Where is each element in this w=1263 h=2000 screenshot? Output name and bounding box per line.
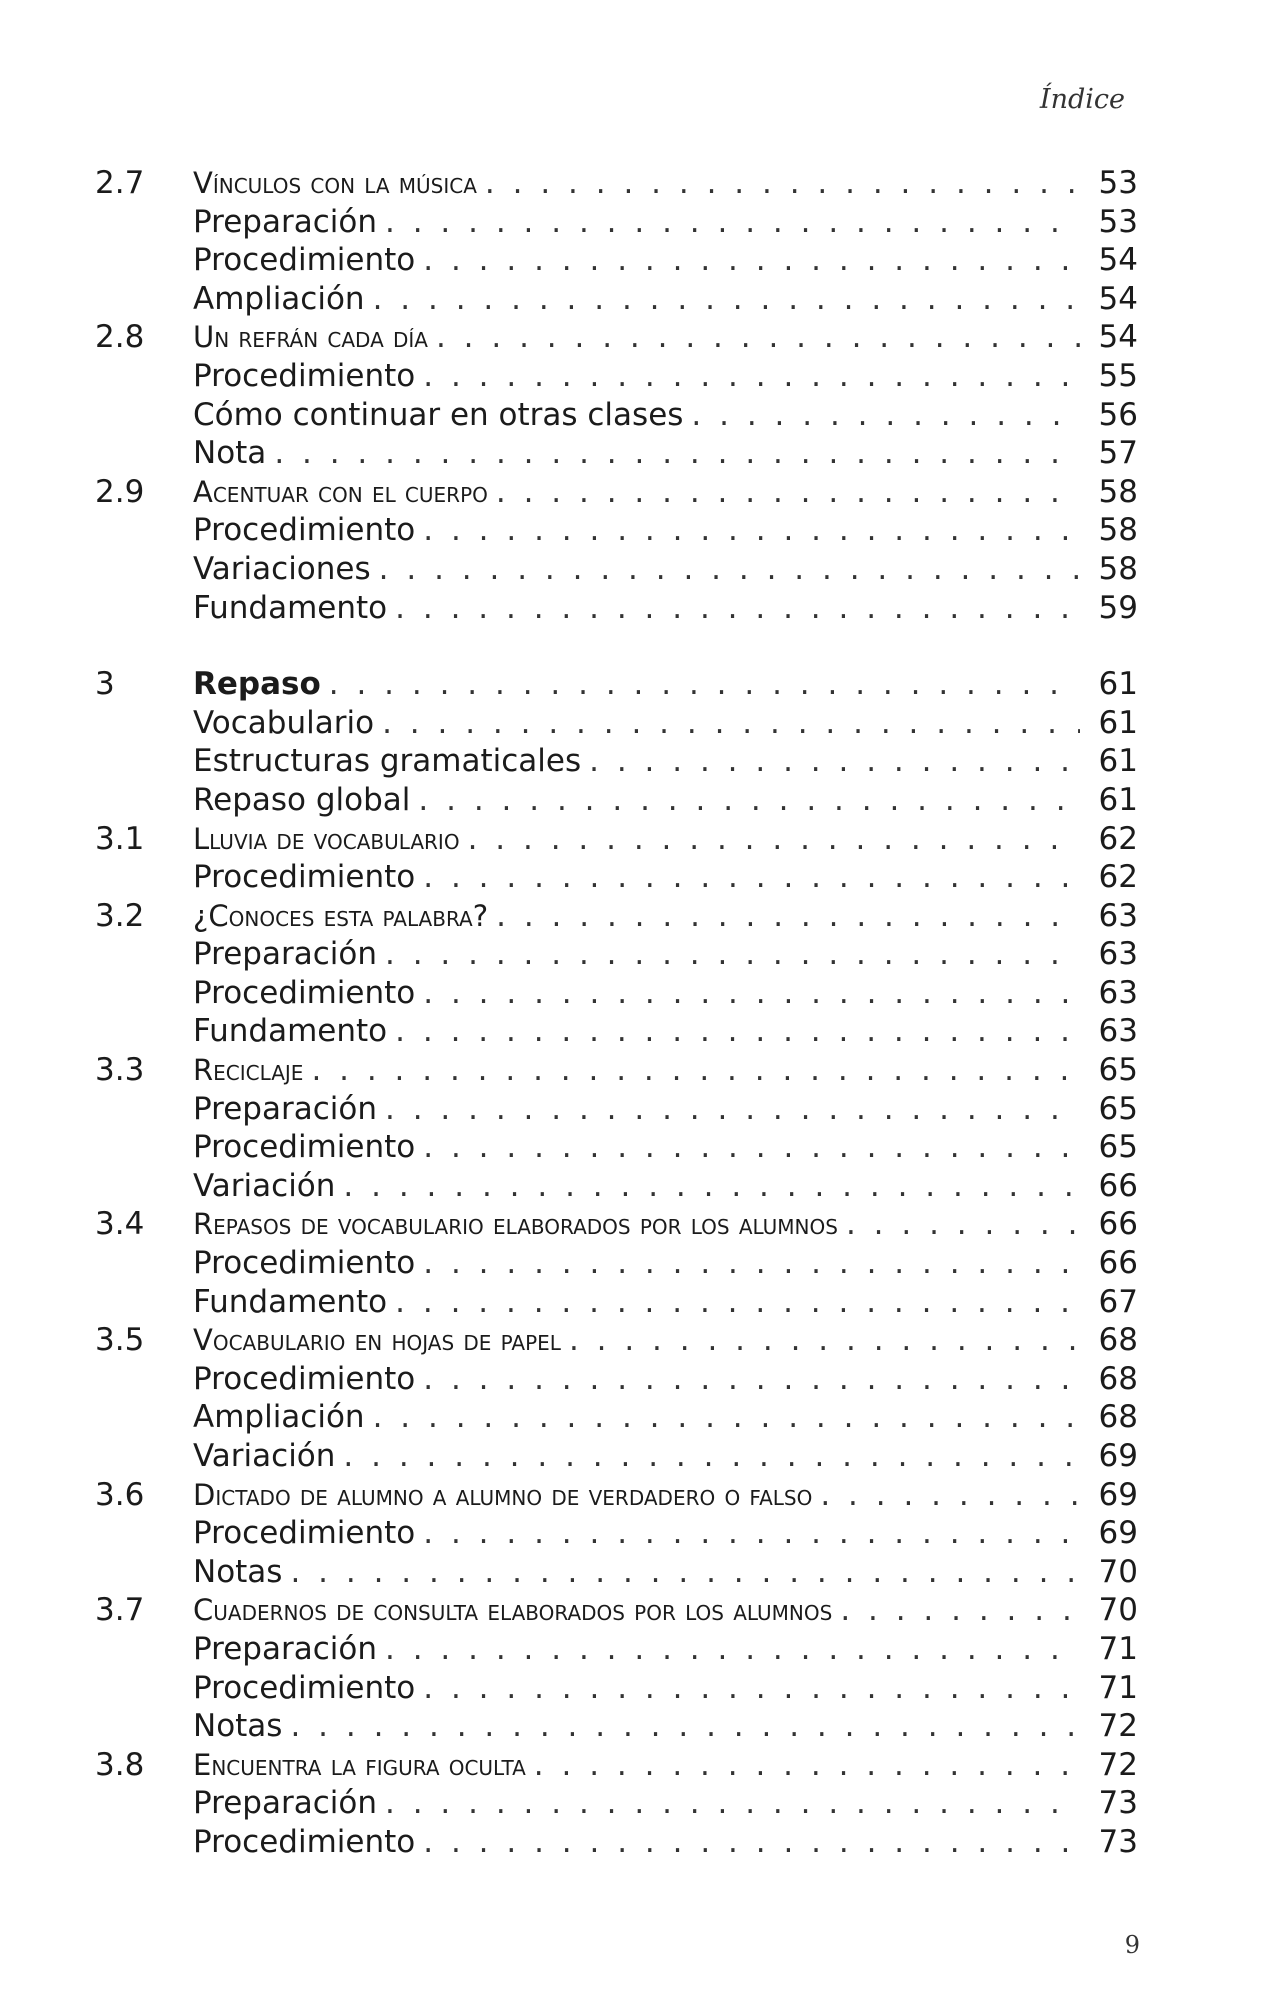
dot-leader [423, 974, 1080, 1013]
dot-leader [423, 858, 1080, 897]
toc-page-ref: 53 [1098, 165, 1138, 201]
toc-page-ref: 65 [1098, 1052, 1138, 1089]
dot-leader [290, 1707, 1080, 1746]
dot-leader [423, 1669, 1080, 1708]
toc-page-ref: 71 [1098, 1630, 1138, 1667]
toc-page-ref: 67 [1098, 1283, 1138, 1320]
toc-section-number: 2.8 [95, 319, 145, 356]
toc-page-ref: 69 [1098, 1438, 1138, 1474]
toc-page-ref: 56 [1098, 396, 1138, 433]
toc-entry-title: Procedimiento [193, 357, 416, 394]
dot-leader [423, 241, 1080, 280]
dot-leader [423, 1128, 1080, 1167]
toc-entry-title: Reciclaje [193, 1053, 304, 1088]
toc-section-row [95, 1746, 1138, 1785]
toc-section-row [95, 1321, 1138, 1360]
toc-entry-title: Estructuras gramaticales [193, 743, 582, 780]
toc-subentry-row [95, 1437, 1138, 1476]
dot-leader [423, 1823, 1080, 1862]
dot-leader [691, 396, 1080, 435]
dot-leader [395, 1012, 1080, 1051]
toc-subentry-row [95, 1514, 1138, 1553]
dot-leader [385, 203, 1080, 242]
toc-page-ref: 65 [1098, 1090, 1138, 1127]
toc-page-ref: 68 [1098, 1360, 1138, 1397]
toc-entry-title: Procedimiento [193, 1823, 416, 1860]
dot-leader [395, 1283, 1080, 1322]
dot-leader [382, 704, 1080, 743]
toc-entry-title: Variación [193, 1438, 336, 1474]
toc-entry-title: Lluvia de vocabulario [193, 821, 460, 856]
toc-page-ref: 72 [1098, 1746, 1138, 1783]
toc-entry-title: Vocabulario en hojas de papel [193, 1323, 561, 1358]
toc-section-number: 3.8 [95, 1746, 145, 1783]
toc-entry-title: Procedimiento [193, 1515, 416, 1552]
dot-leader [468, 820, 1080, 859]
toc-page-ref: 54 [1098, 242, 1138, 279]
toc-subentry-row [95, 550, 1138, 589]
toc-entry-title: Preparación [193, 1630, 377, 1667]
toc-page-ref: 63 [1098, 974, 1138, 1011]
toc-section-row [95, 473, 1138, 512]
toc-entry-title: Fundamento [193, 1283, 388, 1320]
dot-leader [423, 1514, 1080, 1553]
toc-page-ref: 68 [1098, 1322, 1138, 1359]
section-gap [95, 627, 1138, 665]
dot-leader [373, 1398, 1080, 1437]
toc-page-ref: 65 [1098, 1129, 1138, 1166]
dot-leader [423, 511, 1080, 550]
dot-leader [379, 550, 1080, 589]
toc-page-ref: 62 [1098, 859, 1138, 896]
dot-leader [496, 897, 1080, 936]
toc-section-row [95, 318, 1138, 357]
dot-leader [343, 1437, 1080, 1476]
toc-section-number: 3.4 [95, 1206, 145, 1243]
toc-subentry-row [95, 1630, 1138, 1669]
toc-page-ref: 58 [1098, 550, 1138, 587]
toc-page-ref: 53 [1098, 203, 1138, 240]
toc-entry-title: Notas [193, 1708, 283, 1745]
toc-entry-title: Notas [193, 1553, 283, 1590]
dot-leader [274, 434, 1080, 473]
toc-subentry-row [95, 1360, 1138, 1399]
toc-entry-title: Preparación [193, 1090, 377, 1127]
toc-entry-title: Preparación [193, 1785, 377, 1822]
toc-subentry-row [95, 589, 1138, 628]
toc-page-ref: 54 [1098, 280, 1138, 317]
dot-leader [385, 1784, 1080, 1823]
toc-entry-title: Procedimiento [193, 974, 416, 1011]
toc-page-ref: 68 [1098, 1399, 1138, 1436]
toc-entry-title: Acentuar con el cuerpo [193, 474, 488, 509]
toc-entry-title: Fundamento [193, 589, 388, 626]
dot-leader [395, 589, 1080, 628]
toc-section-number: 3.5 [95, 1322, 145, 1359]
toc-subentry-row [95, 974, 1138, 1013]
toc-subentry-row [95, 1283, 1138, 1322]
toc-page-ref: 70 [1098, 1592, 1138, 1629]
dot-leader [569, 1321, 1080, 1360]
toc-subentry-row [95, 1707, 1138, 1746]
page-number: 9 [1124, 1931, 1140, 1959]
toc-section-number: 2.7 [95, 165, 145, 201]
toc-entry-title: Fundamento [193, 1013, 388, 1050]
toc-page-ref: 59 [1098, 589, 1138, 626]
dot-leader [534, 1746, 1080, 1785]
toc-page-ref: 58 [1098, 473, 1138, 510]
dot-leader [840, 1591, 1080, 1630]
toc-entry-title: Repaso global [193, 781, 411, 818]
toc-page-ref: 66 [1098, 1167, 1138, 1204]
toc-section-number: 3 [95, 666, 115, 703]
toc-section-row [95, 164, 1138, 203]
dot-leader [385, 1090, 1080, 1129]
toc-entry-title: Procedimiento [193, 1360, 416, 1397]
toc-entry-title: Cómo continuar en otras clases [193, 396, 684, 433]
toc-entry-title: Procedimiento [193, 1129, 416, 1166]
dot-leader [589, 742, 1080, 781]
toc-section-row [95, 1591, 1138, 1630]
dot-leader [496, 473, 1080, 512]
toc-page-ref: 61 [1098, 704, 1138, 741]
toc-section-number: 3.6 [95, 1476, 145, 1513]
toc-page-ref: 72 [1098, 1708, 1138, 1745]
toc-subentry-row [95, 704, 1138, 743]
toc-subentry-row [95, 1167, 1138, 1206]
toc-entry-title: Un refrán cada día [193, 320, 428, 355]
toc-page-ref: 62 [1098, 820, 1138, 857]
toc-subentry-row [95, 1398, 1138, 1437]
toc-page-ref: 58 [1098, 512, 1138, 549]
toc-entry-title: Vínculos con la música [193, 166, 477, 200]
dot-leader [846, 1205, 1080, 1244]
toc-page-ref: 61 [1098, 743, 1138, 780]
toc-section-row [95, 1205, 1138, 1244]
toc-section-number: 3.3 [95, 1052, 145, 1089]
toc-section-row [95, 1051, 1138, 1090]
toc-entry-title: Procedimiento [193, 512, 416, 549]
toc-page-ref: 63 [1098, 936, 1138, 973]
toc-entry-title: Vocabulario [193, 704, 375, 741]
toc-entry-title: Ampliación [193, 280, 365, 317]
table-of-contents [95, 164, 1138, 1862]
toc-entry-title: Procedimiento [193, 242, 416, 279]
dot-leader [423, 1360, 1080, 1399]
toc-section-row [95, 665, 1138, 704]
toc-subentry-row [95, 1553, 1138, 1592]
dot-leader [436, 318, 1080, 357]
toc-subentry-row [95, 280, 1138, 319]
toc-page-ref: 61 [1098, 781, 1138, 818]
dot-leader [423, 357, 1080, 396]
toc-page-ref: 57 [1098, 435, 1138, 472]
dot-leader [329, 665, 1080, 704]
toc-entry-title: Encuentra la figura oculta [193, 1747, 526, 1782]
toc-section-row [95, 820, 1138, 859]
dot-leader [485, 164, 1080, 203]
toc-subentry-row [95, 858, 1138, 897]
toc-page-ref: 63 [1098, 897, 1138, 934]
toc-subentry-row [95, 1669, 1138, 1708]
toc-section-number: 3.2 [95, 897, 145, 934]
dot-leader [385, 935, 1080, 974]
toc-subentry-row [95, 935, 1138, 974]
toc-entry-title: Preparación [193, 936, 377, 973]
toc-page-ref: 73 [1098, 1785, 1138, 1822]
toc-page-ref: 66 [1098, 1206, 1138, 1243]
toc-entry-title: Nota [193, 435, 267, 472]
toc-subentry-row [95, 434, 1138, 473]
toc-subentry-row [95, 1244, 1138, 1283]
toc-subentry-row [95, 1012, 1138, 1051]
toc-subentry-row [95, 511, 1138, 550]
toc-page-ref: 69 [1098, 1515, 1138, 1552]
toc-entry-title: Repaso [193, 666, 321, 703]
toc-entry-title: Dictado de alumno a alumno de verdadero o falso [193, 1477, 813, 1512]
toc-subentry-row [95, 1823, 1138, 1862]
toc-entry-title: Variación [193, 1167, 336, 1204]
toc-page-ref: 70 [1098, 1553, 1138, 1590]
dot-leader [311, 1051, 1080, 1090]
toc-page-ref: 66 [1098, 1245, 1138, 1282]
toc-subentry-row [95, 1128, 1138, 1167]
toc-section-row [95, 897, 1138, 936]
toc-entry-title: Ampliación [193, 1399, 365, 1436]
toc-page-ref: 69 [1098, 1476, 1138, 1513]
toc-section-number: 3.7 [95, 1592, 145, 1629]
dot-leader [385, 1630, 1080, 1669]
dot-leader [418, 781, 1080, 820]
toc-page-ref: 71 [1098, 1669, 1138, 1706]
toc-subentry-row [95, 742, 1138, 781]
dot-leader [343, 1167, 1080, 1206]
toc-subentry-row [95, 203, 1138, 242]
toc-page-ref: 61 [1098, 666, 1138, 703]
toc-section-number: 3.1 [95, 820, 145, 857]
toc-section-row [95, 1476, 1138, 1515]
dot-leader [820, 1476, 1080, 1515]
toc-subentry-row [95, 1784, 1138, 1823]
toc-entry-title: Procedimiento [193, 1669, 416, 1706]
running-head: Índice [1039, 84, 1125, 115]
toc-page-ref: 63 [1098, 1013, 1138, 1050]
toc-entry-title: Procedimiento [193, 859, 416, 896]
toc-page-ref: 73 [1098, 1823, 1138, 1860]
toc-entry-title: Cuadernos de consulta elaborados por los alumnos [193, 1593, 833, 1628]
toc-page-ref: 55 [1098, 357, 1138, 394]
toc-entry-title: Procedimiento [193, 1245, 416, 1282]
toc-page-ref: 54 [1098, 319, 1138, 356]
toc-subentry-row [95, 396, 1138, 435]
toc-entry-title: Repasos de vocabulario elaborados por los alumnos [193, 1207, 838, 1242]
toc-subentry-row [95, 1090, 1138, 1129]
toc-entry-title: ¿Conoces esta palabra? [193, 898, 489, 933]
toc-entry-title: Variaciones [193, 550, 371, 587]
toc-subentry-row [95, 781, 1138, 820]
toc-section-number: 2.9 [95, 473, 145, 510]
dot-leader [373, 280, 1080, 319]
dot-leader [290, 1553, 1080, 1592]
toc-subentry-row [95, 357, 1138, 396]
toc-entry-title: Preparación [193, 203, 377, 240]
dot-leader [423, 1244, 1080, 1283]
toc-subentry-row [95, 241, 1138, 280]
